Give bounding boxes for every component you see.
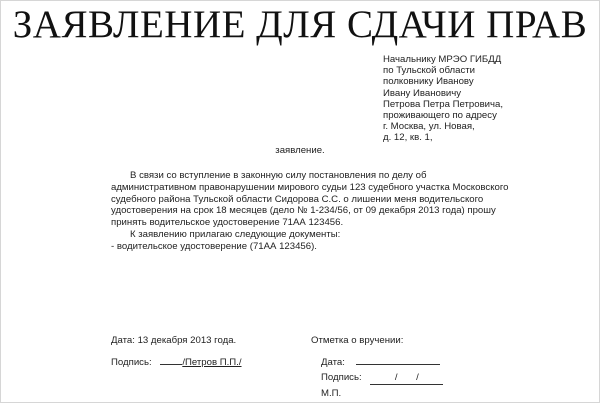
addressee-line: д. 12, кв. 1, (383, 132, 433, 144)
body-line: принять водительское удостоверение 71АА 123456. (111, 217, 344, 229)
signature-label: Подпись: (111, 357, 152, 368)
delivery-signature-field: / / (370, 372, 443, 385)
signature-underline (160, 354, 182, 365)
delivery-signature-label: Подпись: (321, 372, 362, 383)
delivery-date-label: Дата: (321, 357, 345, 368)
body-line: судебного района Тульской области Сидорова С.С. о лишении меня водительского (111, 193, 484, 205)
addressee-line: проживающего по адресу (383, 109, 497, 121)
addressee-line: по Тульской области (383, 65, 476, 77)
stamp-label: М.П. (321, 388, 342, 399)
body-line: удостоверения на срок 18 месяцев (дело № 1-234/56, от 09 декабря 2013 года) прошу (111, 205, 496, 217)
signature-value: /Петров П.П./ (182, 357, 242, 368)
page-heading: ЗАЯВЛЕНИЕ ДЛЯ СДАЧИ ПРАВ (12, 3, 588, 46)
delivery-date-underline (356, 354, 440, 365)
delivery-signature-row (321, 372, 443, 385)
statement-body (111, 170, 508, 253)
addressee-block (383, 54, 503, 144)
addressee-line: г. Москва, ул. Новая, (383, 121, 475, 133)
date-line: Дата: 13 декабря 2013 года. (111, 335, 237, 346)
body-line: К заявлению прилагаю следующие документы: (130, 228, 341, 240)
addressee-line: полковнику Иванову (383, 76, 474, 88)
addressee-line: Начальнику МРЭО ГИБДД (383, 54, 502, 65)
delivery-date-row (321, 354, 440, 369)
addressee-line: Ивану Ивановичу (383, 87, 462, 99)
delivery-title: Отметка о вручении: (311, 335, 404, 346)
signature-row (111, 354, 242, 369)
addressee-line: Петрова Петра Петровича, (383, 98, 504, 110)
body-line: - водительское удостоверение (71АА 123456). (111, 240, 317, 252)
body-line: В связи со вступление в законную силу постановления по делу об (130, 170, 427, 181)
body-line: административном правонарушении мирового судьи 123 судебного участка Московского (111, 181, 509, 193)
document-title: заявление. (275, 145, 325, 156)
